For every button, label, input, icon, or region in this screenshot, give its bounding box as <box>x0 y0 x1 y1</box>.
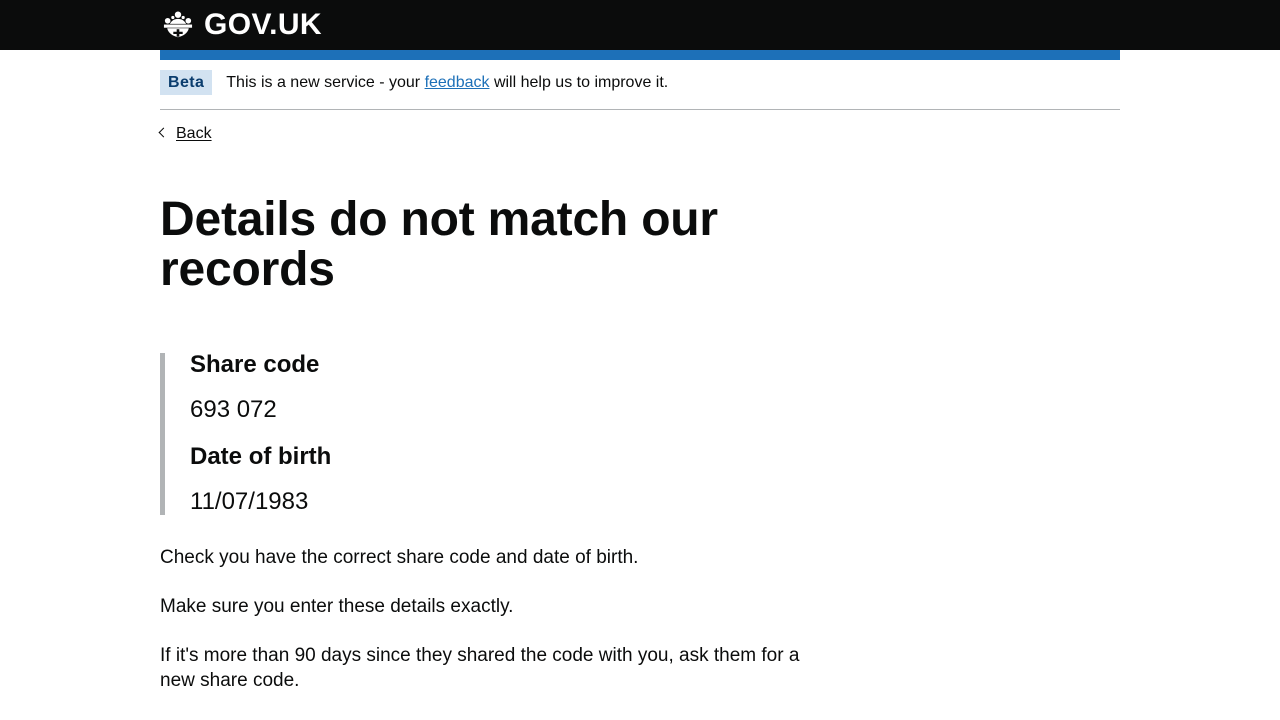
phase-banner-text <box>226 73 668 93</box>
guidance-paragraph: If it's more than 90 days since they shared the code with you, ask them for a new share code. <box>160 644 800 691</box>
main-content <box>160 192 1120 694</box>
date-of-birth-value: 11/07/1983 <box>190 487 309 515</box>
feedback-link[interactable]: feedback <box>424 73 490 91</box>
govuk-home-link[interactable] <box>160 10 322 40</box>
guidance-paragraph: Make sure you enter these details exactly. <box>160 595 514 617</box>
govuk-logotype-text: GOV.UK <box>204 8 322 41</box>
chevron-left-icon <box>159 128 169 138</box>
page-title: Details do not match our records <box>160 192 718 296</box>
back-link[interactable] <box>160 125 212 143</box>
guidance-text <box>160 546 800 694</box>
phase-banner-text-before: This is a new service - your <box>226 73 425 91</box>
share-code-value: 693 072 <box>190 395 277 423</box>
date-of-birth-label: Date of birth <box>190 442 332 470</box>
phase-banner <box>160 60 1120 110</box>
back-link-label: Back <box>176 124 212 142</box>
share-code-label: Share code <box>190 350 320 378</box>
crown-icon <box>160 10 196 40</box>
govuk-header <box>0 0 1280 50</box>
phase-banner-text-after: will help us to improve it. <box>489 73 669 91</box>
service-accent-strip <box>160 50 1120 60</box>
phase-tag-beta: Beta <box>160 70 212 95</box>
guidance-paragraph: Check you have the correct share code and date of birth. <box>160 546 639 568</box>
submitted-details-inset <box>160 350 820 515</box>
